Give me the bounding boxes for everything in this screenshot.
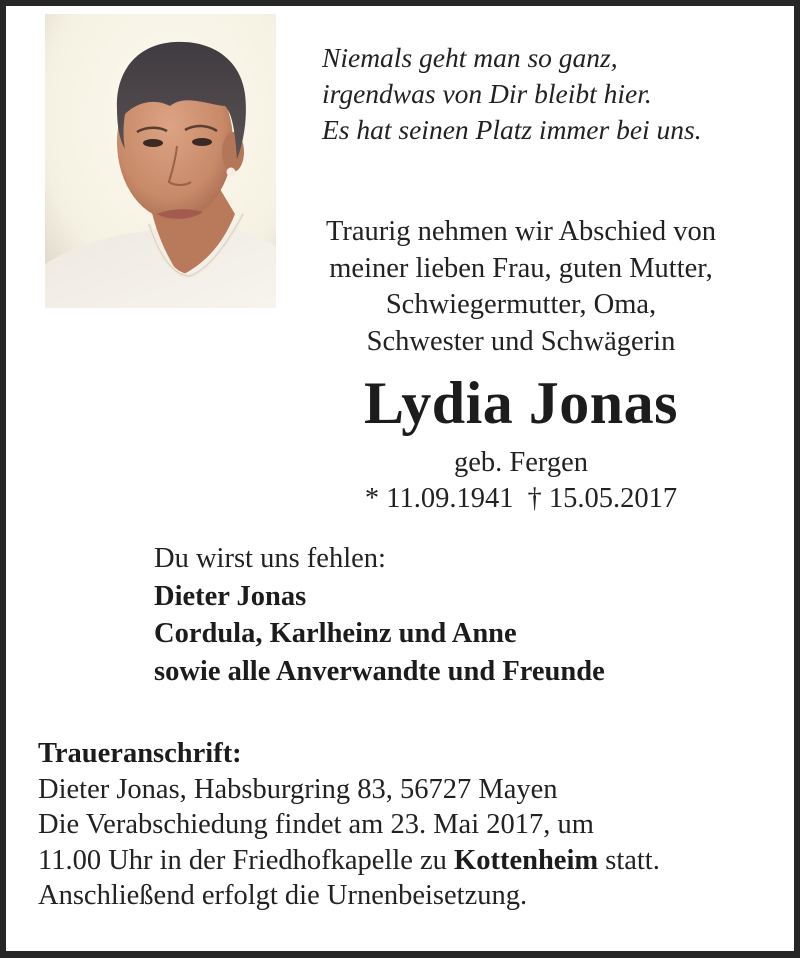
poem-line: irgendwas von Dir bleibt hier. — [322, 78, 652, 109]
mourner-name: Dieter Jonas — [154, 580, 307, 612]
service-line-2-post: statt. — [598, 844, 660, 876]
portrait-photo — [45, 14, 276, 308]
mourner-name: Cordula, Karlheinz und Anne — [154, 618, 517, 649]
poem-line: Es hat seinen Platz immer bei uns. — [322, 114, 702, 145]
poem-line: Niemals geht man so ganz, — [322, 42, 618, 73]
life-dates — [276, 482, 766, 516]
intro-line: meiner lieben Frau, guten Mutter, — [329, 252, 713, 284]
maiden-name: geb. Fergen — [453, 447, 589, 478]
birth-date: * 11.09.1941 — [364, 483, 514, 514]
obituary-notice — [6, 6, 794, 951]
service-line-1: Die Verabschiedung findet am 23. Mai 2017, um — [38, 809, 594, 840]
mourner-name: sowie alle Anverwandte und Freunde — [154, 655, 605, 687]
address-line: Dieter Jonas, Habsburgring 83, 56727 Mayen — [38, 773, 558, 805]
portrait-illustration — [45, 14, 276, 308]
service-line-2-pre: 11.00 Uhr in der Friedhofkapelle zu — [38, 844, 455, 876]
intro-line: Schwester und Schwägerin — [366, 325, 676, 357]
deceased-name: Lydia Jonas — [364, 370, 678, 436]
farewell-intro — [276, 214, 766, 360]
service-place: Kottenheim — [454, 844, 599, 876]
service-line-3: Anschließend erfolgt die Urnenbeisetzung. — [38, 880, 528, 911]
mourners-intro: Du wirst uns fehlen: — [154, 543, 386, 574]
death-date: 15.05.2017 — [548, 483, 678, 514]
intro-line: Traurig nehmen wir Abschied von — [326, 216, 716, 247]
service-line-2 — [38, 843, 660, 879]
cross-icon: † — [527, 483, 542, 514]
memorial-poem — [322, 40, 702, 148]
address-label: Traueranschrift: — [38, 738, 242, 769]
mourners-block — [154, 540, 605, 690]
service-info — [38, 736, 660, 914]
intro-line: Schwiegermutter, Oma, — [385, 289, 657, 320]
